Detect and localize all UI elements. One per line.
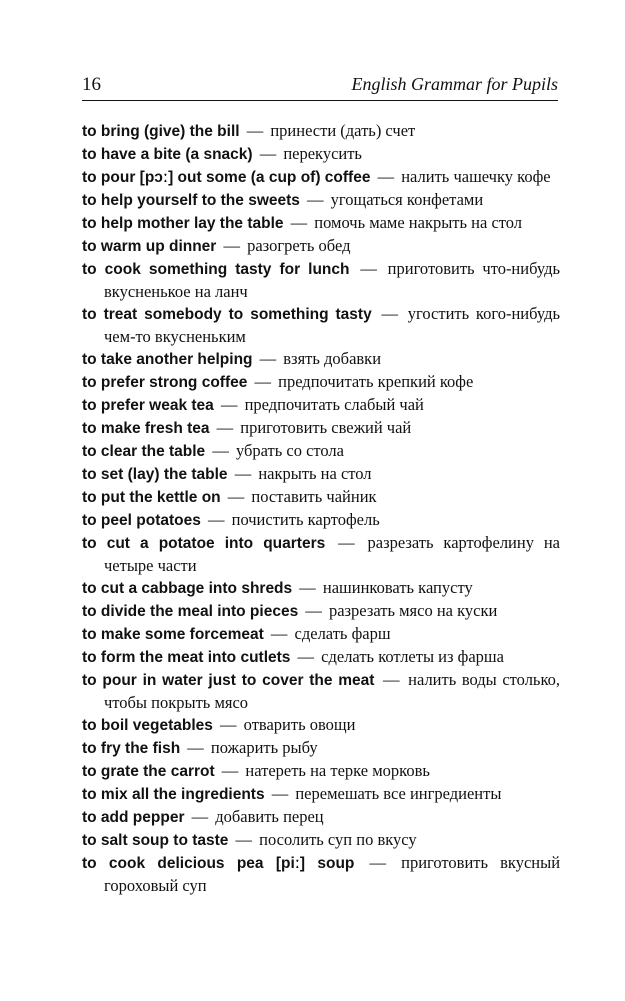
entry-dash: — xyxy=(297,647,315,666)
list-item xyxy=(82,600,560,623)
entry-translation: предпочитать слабый чай xyxy=(244,395,424,414)
entry-translation: взять добавки xyxy=(283,349,382,368)
entry-translation: перемешать все ингредиенты xyxy=(295,784,502,803)
list-item xyxy=(82,532,560,577)
entry-dash: — xyxy=(207,510,225,529)
entry-translation: помочь маме накрыть на стол xyxy=(314,213,523,232)
entry-term: to cut a potatoe into quarters xyxy=(82,535,326,552)
entry-dash: — xyxy=(299,578,316,597)
list-item xyxy=(82,486,560,509)
entry-dash: — xyxy=(223,236,240,255)
entry-dash: — xyxy=(254,372,271,391)
entry-translation: почистить картофель xyxy=(231,510,380,529)
entry-term: to warm up dinner xyxy=(82,238,217,255)
entry-term: to help yourself to the sweets xyxy=(82,192,300,209)
entry-term: to add pepper xyxy=(82,809,185,826)
entry-dash: — xyxy=(383,670,400,689)
entry-translation: приготовить свежий чай xyxy=(240,418,412,437)
entry-dash: — xyxy=(234,464,252,483)
entry-term: to boil vegetables xyxy=(82,717,213,734)
entry-dash: — xyxy=(381,304,398,323)
entry-term: to mix all the ingredients xyxy=(82,786,265,803)
entry-translation: разрезать мясо на куски xyxy=(328,601,498,620)
entry-translation: накрыть на стол xyxy=(258,464,372,483)
list-item xyxy=(82,463,560,486)
entry-translation: отварить овощи xyxy=(243,715,356,734)
entry-dash: — xyxy=(259,144,277,163)
entry-term: to take another helping xyxy=(82,351,253,368)
entry-translation: перекусить xyxy=(283,144,362,163)
list-item xyxy=(82,303,560,348)
entry-dash: — xyxy=(270,624,288,643)
entry-term: to set (lay) the table xyxy=(82,466,228,483)
entry-term: to have a bite (a snack) xyxy=(82,146,253,163)
entry-term: to salt soup to taste xyxy=(82,832,229,849)
entry-dash: — xyxy=(227,487,245,506)
entry-translation: нашинковать капусту xyxy=(322,578,473,597)
list-item xyxy=(82,189,560,212)
entry-dash: — xyxy=(235,830,253,849)
entry-translation: принести (дать) счет xyxy=(270,121,416,140)
list-item xyxy=(82,371,560,394)
entry-term: to pour [pɔː] out some (a cup of) coffee xyxy=(82,169,371,186)
entry-translation: разрезать картофелину на четыре части xyxy=(104,533,560,575)
list-item xyxy=(82,806,560,829)
list-item xyxy=(82,509,560,532)
list-item xyxy=(82,417,560,440)
running-title: English Grammar for Pupils xyxy=(351,74,558,94)
list-item xyxy=(82,440,560,463)
list-item xyxy=(82,394,560,417)
entry-dash: — xyxy=(212,441,229,460)
entry-term: to grate the carrot xyxy=(82,763,215,780)
entry-translation: налить чашечку кофе xyxy=(401,167,551,186)
entry-dash: — xyxy=(187,738,204,757)
entry-term: to divide the meal into pieces xyxy=(82,603,299,620)
entry-term: to peel potatoes xyxy=(82,512,201,529)
entry-dash: — xyxy=(377,167,395,186)
list-item xyxy=(82,737,560,760)
entry-term: to help mother lay the table xyxy=(82,215,284,232)
entry-dash: — xyxy=(220,395,238,414)
entry-term: to make fresh tea xyxy=(82,420,210,437)
list-item xyxy=(82,235,560,258)
list-item xyxy=(82,760,560,783)
list-item xyxy=(82,852,560,897)
entry-translation: предпочитать крепкий кофе xyxy=(278,372,474,391)
entry-translation: приготовить вкусный гороховый суп xyxy=(104,853,561,895)
entry-term: to fry the fish xyxy=(82,740,181,757)
entry-translation: посолить суп по вкусу xyxy=(259,830,417,849)
entry-translation: налить воды столько, чтобы покрыть мясо xyxy=(104,670,561,712)
entry-translation: поставить чайник xyxy=(251,487,377,506)
entry-term: to treat somebody to something tasty xyxy=(82,306,372,323)
entry-dash: — xyxy=(216,418,234,437)
list-item xyxy=(82,166,560,189)
list-item xyxy=(82,714,560,737)
list-item xyxy=(82,646,560,669)
entry-term: to cook something tasty for lunch xyxy=(82,261,350,278)
entry-term: to make some forcemeat xyxy=(82,626,264,643)
entry-dash: — xyxy=(369,853,387,872)
entry-translation: сделать котлеты из фарша xyxy=(321,647,504,666)
entry-dash: — xyxy=(191,807,209,826)
entry-dash: — xyxy=(271,784,289,803)
list-item xyxy=(82,348,560,371)
entry-dash: — xyxy=(307,190,324,209)
entry-term: to bring (give) the bill xyxy=(82,123,240,140)
entry-dash: — xyxy=(338,533,355,552)
entry-term: to cook delicious pea [piː] soup xyxy=(82,855,355,872)
entry-term: to form the meat into cutlets xyxy=(82,649,291,666)
list-item xyxy=(82,120,560,143)
entry-dash: — xyxy=(259,349,277,368)
entry-translation: добавить перец xyxy=(215,807,324,826)
vocabulary-list xyxy=(82,120,560,897)
list-item xyxy=(82,143,560,166)
list-item xyxy=(82,258,560,303)
entry-term: to prefer strong coffee xyxy=(82,374,248,391)
list-item xyxy=(82,829,560,852)
list-item xyxy=(82,212,560,235)
entry-term: to pour in water just to cover the meat xyxy=(82,672,375,689)
page-header xyxy=(82,70,558,101)
entry-dash: — xyxy=(220,715,237,734)
entry-dash: — xyxy=(221,761,239,780)
entry-translation: натереть на терке морковь xyxy=(245,761,430,780)
list-item xyxy=(82,623,560,646)
entry-dash: — xyxy=(305,601,322,620)
entry-translation: угостить кого-нибудь чем-то вкусненьким xyxy=(104,304,560,346)
entry-term: to clear the table xyxy=(82,443,206,460)
page-number: 16 xyxy=(82,74,101,95)
entry-term: to prefer weak tea xyxy=(82,397,214,414)
entry-dash: — xyxy=(360,259,377,278)
entry-term: to put the kettle on xyxy=(82,489,221,506)
entry-translation: угощаться конфетами xyxy=(330,190,484,209)
entry-translation: убрать со стола xyxy=(235,441,344,460)
entry-translation: сделать фарш xyxy=(294,624,391,643)
entry-translation: пожарить рыбу xyxy=(210,738,318,757)
entry-translation: приготовить что-нибудь вкусненькое на ланч xyxy=(104,259,560,301)
list-item xyxy=(82,783,560,806)
list-item xyxy=(82,669,560,714)
entry-dash: — xyxy=(246,121,264,140)
entry-term: to cut a cabbage into shreds xyxy=(82,580,293,597)
entry-dash: — xyxy=(290,213,308,232)
list-item xyxy=(82,577,560,600)
entry-translation: разогреть обед xyxy=(247,236,351,255)
